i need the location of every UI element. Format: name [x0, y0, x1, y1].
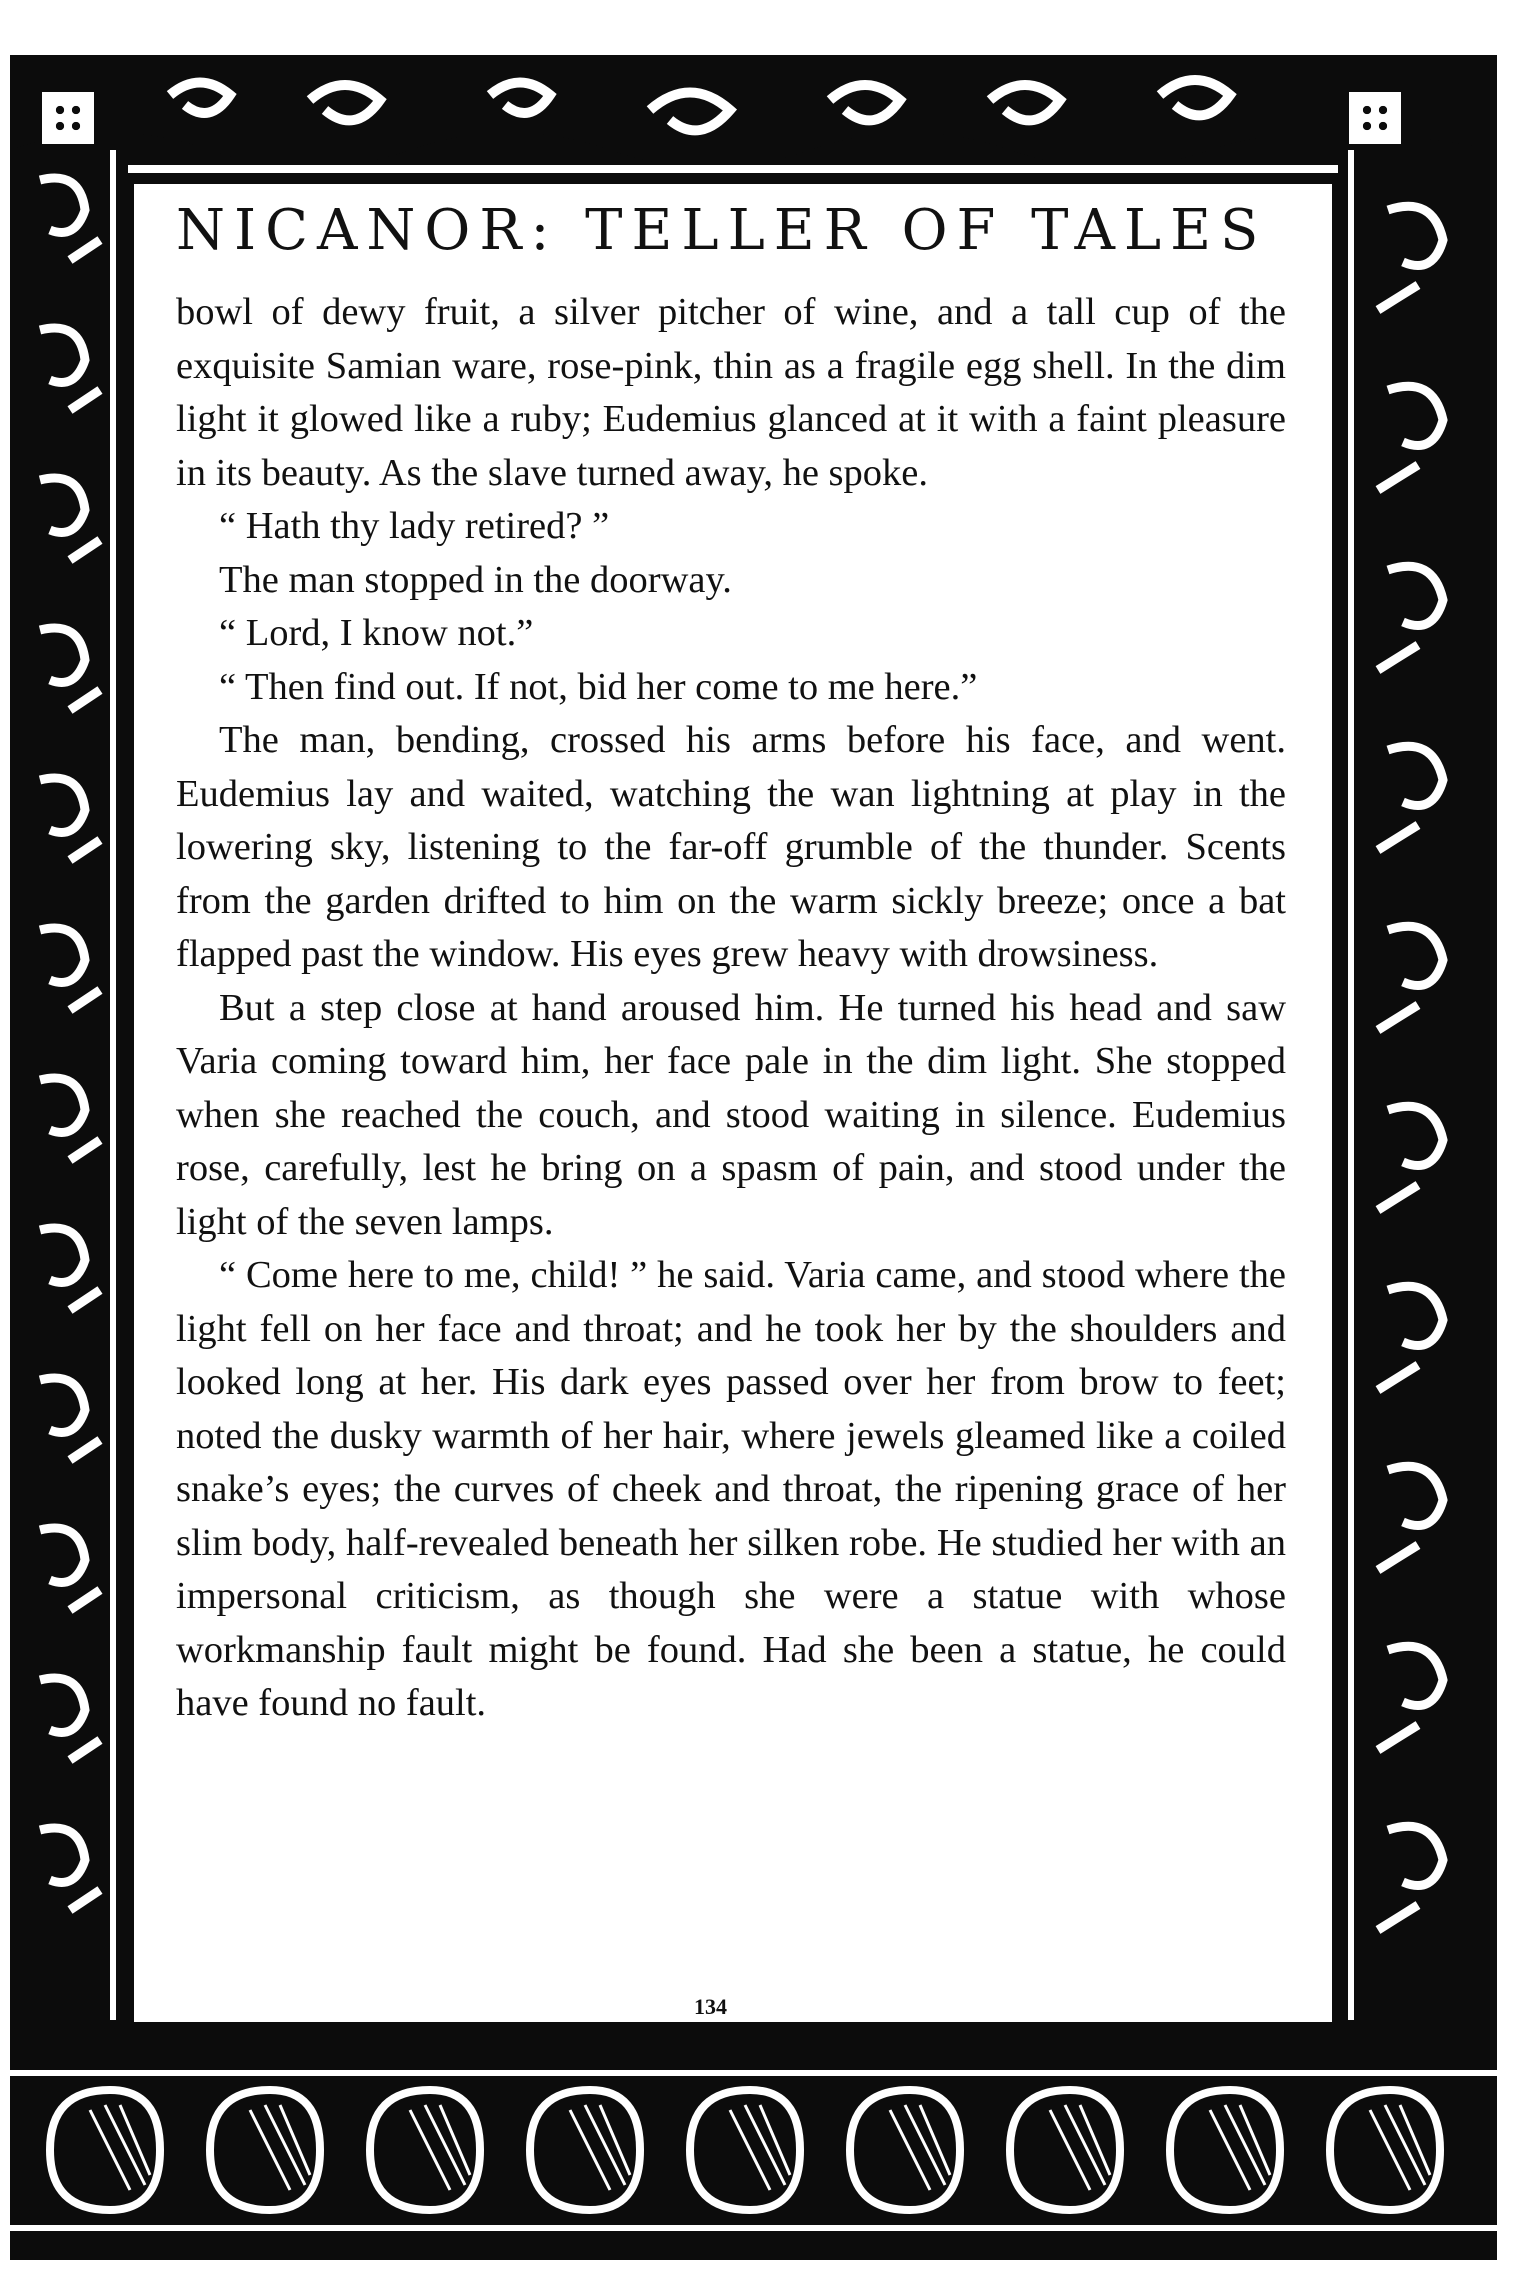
- top-ornament-band: [10, 55, 1497, 185]
- paragraph: bowl of dewy fruit, a silver pitcher of wine, and a tall cup of the exquisite Samian ware, rose-pink, thin as a fragile egg shell. In the dim light it glowed like a ruby; Eudemius glanced at it with a faint pleasure in its beauty. As the slave turned away, he spoke.: [176, 291, 1286, 494]
- text-panel: [128, 178, 1338, 2028]
- paragraph: The man stopped in the doorway.: [219, 558, 732, 601]
- right-ornament-band: [1338, 150, 1497, 2020]
- corner-ornament-top-left: [38, 88, 98, 148]
- paragraph: “ Hath thy lady retired? ”: [219, 505, 610, 547]
- paragraph: “ Lord, I know not.”: [219, 612, 534, 654]
- bottom-ornament-band: [10, 2040, 1497, 2260]
- page-number: 134: [694, 1994, 727, 2019]
- left-ornament-band: [10, 150, 128, 2020]
- paragraph: “ Come here to me, child! ” he said. Varia came, and stood where the light fell on her face and throat; and he took her by the shoulders and looked long at her. His dark eyes passed over her from brow to feet; noted the dusky warmth of her hair, where jewels gleamed like a coiled snake’s eyes; the curves of cheek and throat, the ripening grace of her slim body, half-revealed beneath her silken robe. He studied her with an impersonal criticism, as though she were a statue with whose workmanship fault might be found. Had she been a statue, he could have found no fault.: [176, 1254, 1286, 1724]
- paragraph: “ Then find out. If not, bid her come to me here.”: [219, 665, 978, 708]
- page-title: NICANOR: TELLER OF TALES: [176, 198, 1268, 263]
- paragraph: The man, bending, crossed his arms before his face, and went. Eudemius lay and waited, watching the wan lightning at play in the lowering sky, listening to the far-off grumble of the thunder. Scents from the garden drifted to him on the warm sickly breeze; once a bat flapped past the window. His eyes grew heavy with drowsiness.: [176, 719, 1286, 975]
- body-text: [176, 286, 1286, 1731]
- corner-ornament-top-right: [1345, 88, 1405, 148]
- paragraph: But a step close at hand aroused him. He turned his head and saw Varia coming toward him, her face pale in the dim light. She stopped when she reached the couch, and stood waiting in silence. Eudemius rose, carefully, lest he bring on a spasm of pain, and stood under the light of the seven lamps.: [176, 986, 1286, 1243]
